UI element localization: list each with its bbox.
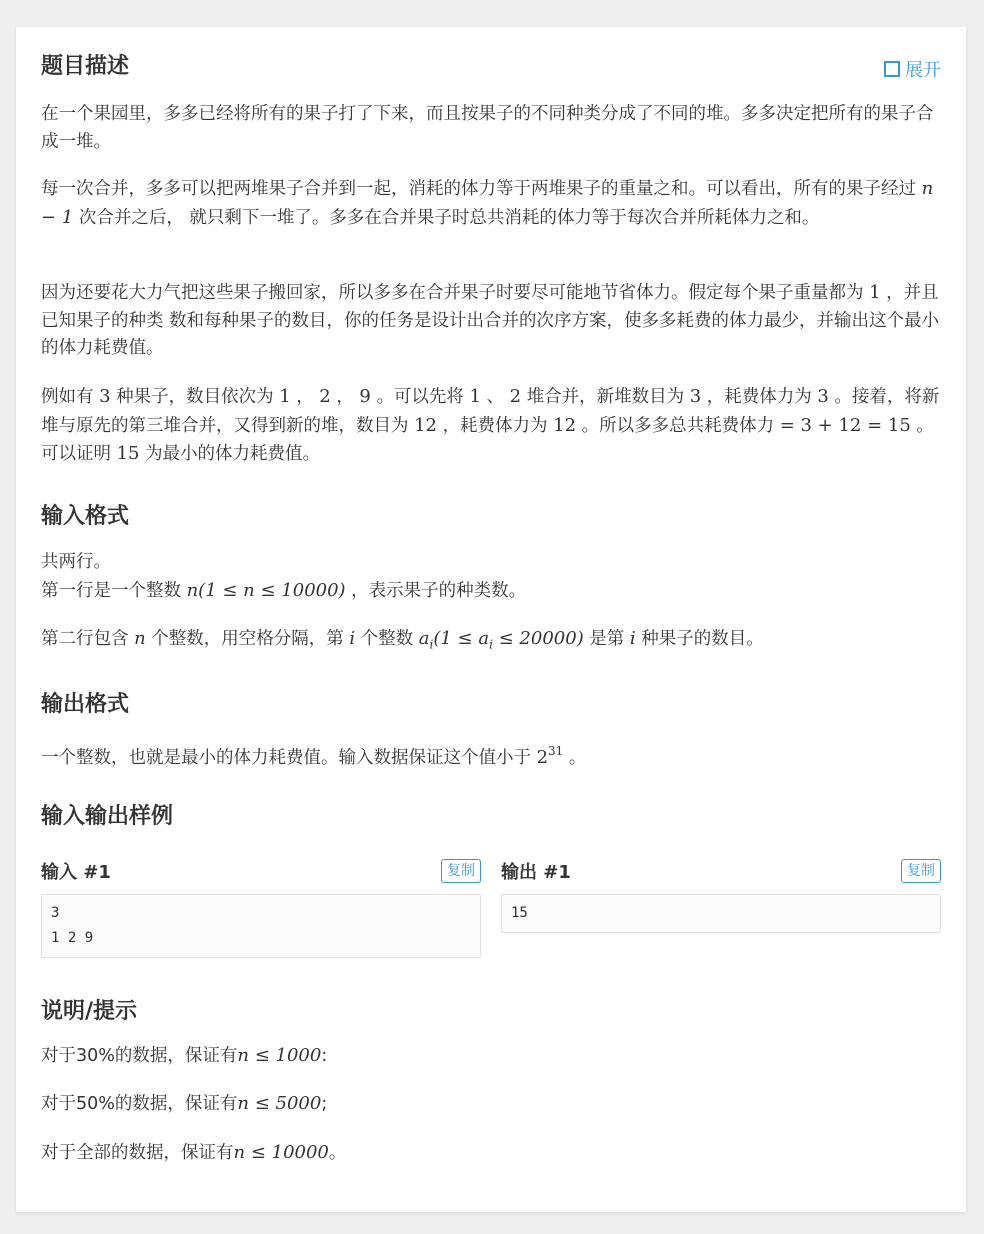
expand-label: 展开: [905, 60, 941, 81]
description-paragraph-1: 在一个果园里，多多已经将所有的果子打了下来，而且按果子的不同种类分成了不同的堆。多多决定把所有的果子合成一堆。: [41, 104, 934, 152]
description-heading: 题目描述: [41, 54, 130, 79]
input-format-line-3: 第二行包含 n 个整数，用空格分隔，第 i 个整数 $a_i(1 \le a_i \le 20000)$ 是第 i 种果子的数目。: [41, 628, 764, 652]
output-format-line-1: 一个整数，也就是最小的体力耗费值。输入数据保证这个值小于 $2^{31}$ 。: [41, 744, 587, 768]
sample-output-code[interactable]: 15: [501, 894, 941, 933]
sample-input-title: 输入 #1: [41, 862, 111, 883]
copy-input-button[interactable]: 复制: [441, 859, 481, 883]
hint-heading: 说明/提示: [41, 999, 138, 1024]
problem-card: [16, 27, 966, 1212]
description-paragraph-2: 每一次合并，多多可以把两堆果子合并到一起，消耗的体力等于两堆果子的重量之和。可以看出，所有的果子经过 n − 1 次合并之后， 就只剩下一堆了。多多在合并果子时总共消耗的体力等于每次合并所耗体力之和。: [41, 178, 934, 228]
samples-heading: 输入输出样例: [41, 804, 174, 829]
sample-input-code[interactable]: 3 1 2 9: [41, 894, 481, 958]
description-paragraph-3: 因为还要花大力气把这些果子搬回家，所以多多在合并果子时要尽可能地节省体力。假定每个果子重量都为 1 ，并且已知果子的种类 数和每种果子的数目，你的任务是设计出合并的次序方案，使多多耗费的体力最少，并输出这个最小的体力耗费值。: [41, 282, 940, 358]
hint-line-1: 对于30%的数据，保证有n ≤ 1000:: [41, 1045, 328, 1066]
math-n-minus-1: n − 1: [41, 178, 934, 228]
sample-output-title: 输出 #1: [501, 862, 571, 883]
input-format-line-2: 第一行是一个整数 n(1 ≤ n ≤ 10000) ，表示果子的种类数。: [41, 580, 527, 601]
copy-output-button[interactable]: 复制: [901, 859, 941, 883]
fullscreen-icon: [883, 60, 901, 78]
expand-button[interactable]: [883, 56, 941, 82]
output-format-heading: 输出格式: [41, 692, 130, 717]
description-paragraph-4: 例如有 3 种果子，数目依次为 1 ， 2 ， 9 。可以先将 1 、 2 堆合并，新堆数目为 3 ，耗费体力为 3 。接着，将新堆与原先的第三堆合并，又得到新的堆，数目为 12 ，耗费体力为 12 。所以多多总共耗费体力 = 3 + 12 = 15 。可以证明 15 为最小的体力耗费值。: [41, 386, 940, 464]
sample-input: [41, 858, 481, 958]
hint-line-3: 对于全部的数据，保证有n ≤ 10000。: [41, 1142, 347, 1163]
sample-output: [501, 858, 941, 958]
input-format-heading: 输入格式: [41, 504, 130, 529]
hint-line-2: 对于50%的数据，保证有n ≤ 5000;: [41, 1093, 328, 1114]
samples-container: [41, 858, 941, 958]
input-format-line-1: 共两行。: [41, 552, 111, 572]
